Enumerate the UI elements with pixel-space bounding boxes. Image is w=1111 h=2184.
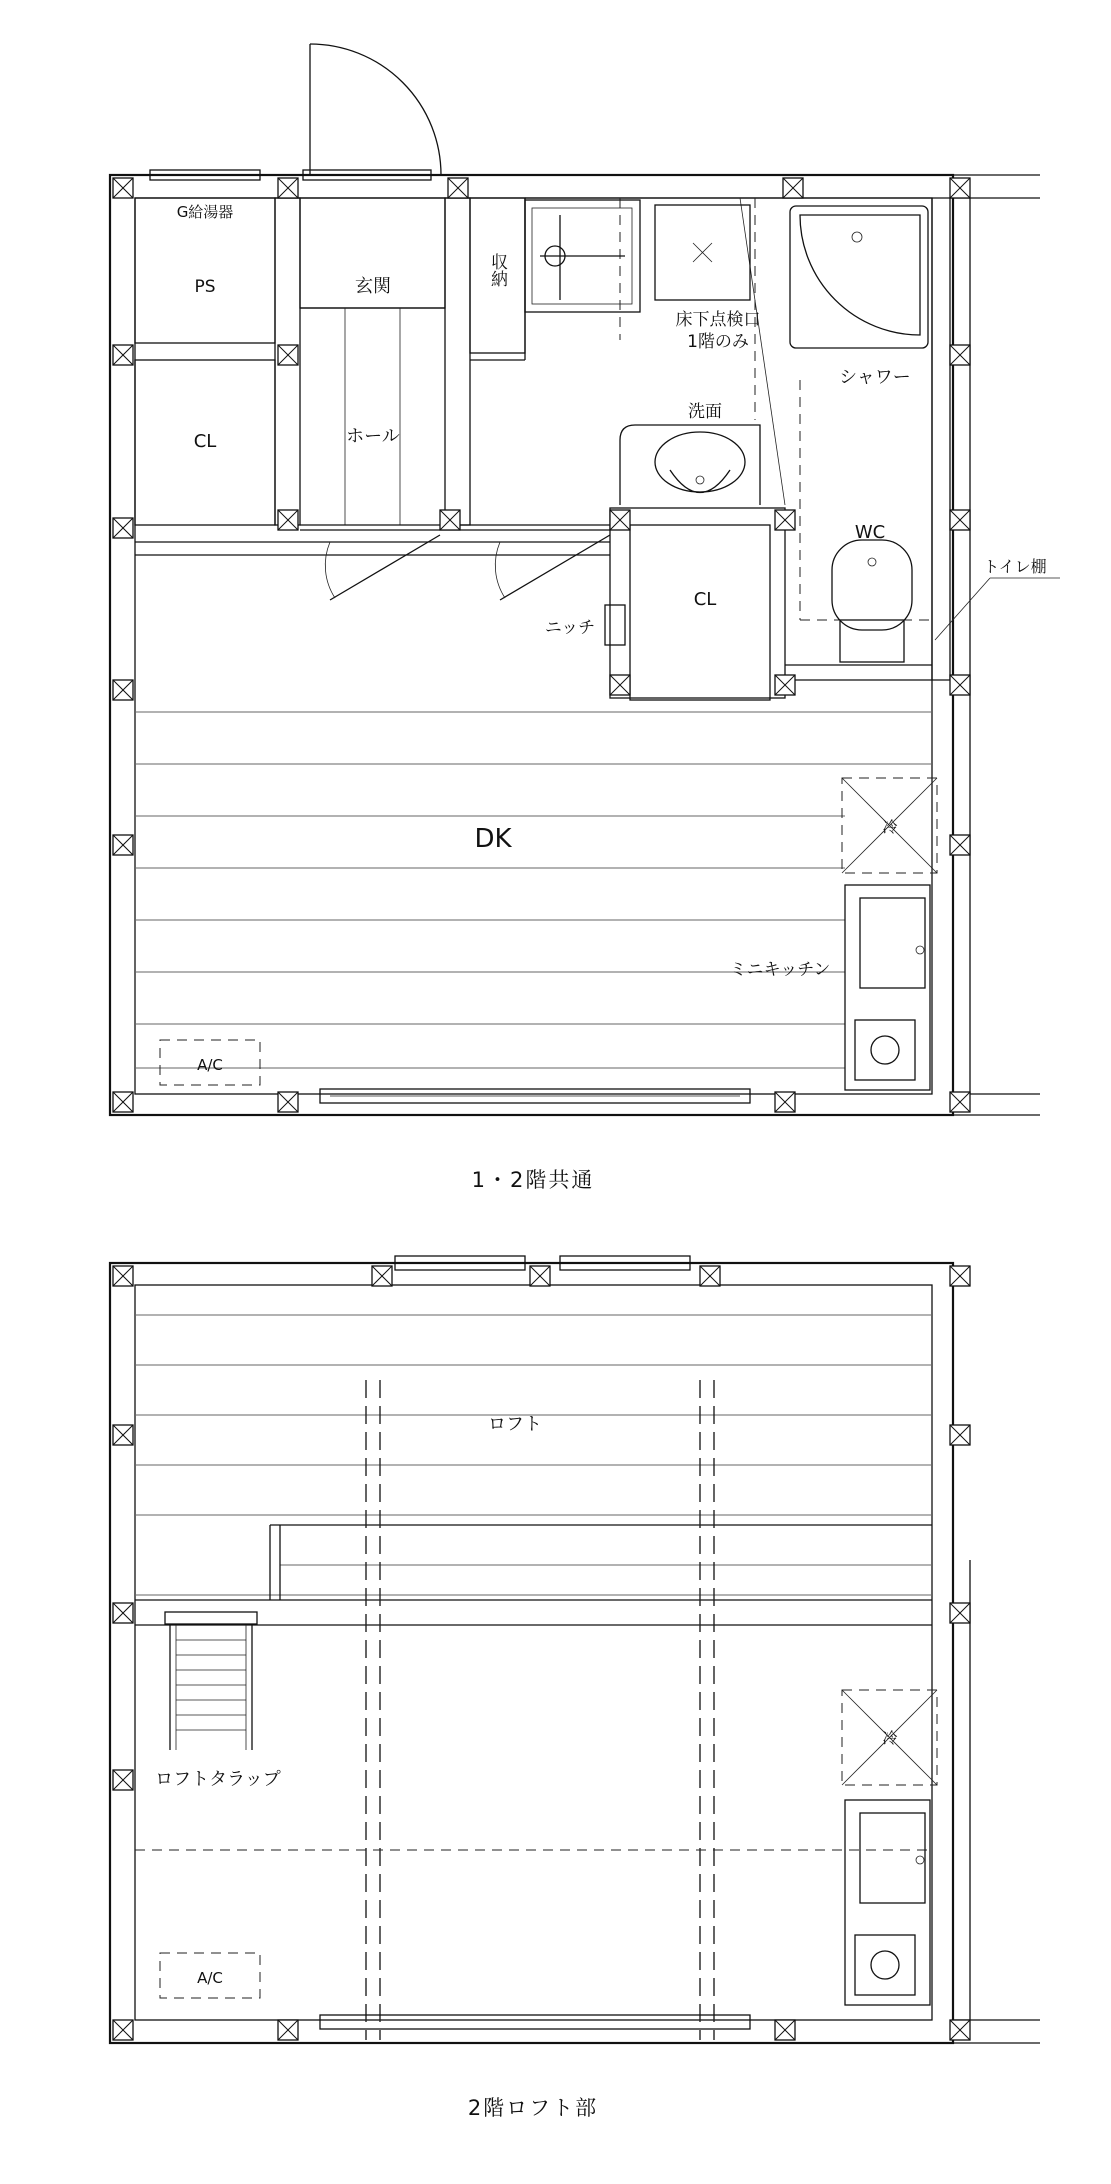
loft-bottom-window <box>320 2015 750 2029</box>
loft-labels <box>155 1414 897 1987</box>
loft-ladder <box>165 1612 257 1750</box>
label-genkan: 玄関 <box>355 276 391 297</box>
dk-floor-planks <box>135 712 932 1068</box>
inspection-hatch <box>655 205 750 300</box>
label-water-heater: G給湯器 <box>176 203 234 221</box>
loft-columns <box>113 1266 970 2040</box>
caption-loft: 2階ロフト部 <box>467 2096 599 2120</box>
label-fridge-loft: 冷 <box>882 1729 898 1747</box>
floor1-plan <box>110 44 1060 1192</box>
label-dk: DK <box>474 824 512 854</box>
loft-outer-walls <box>110 1263 1040 2043</box>
washbasin-bowl <box>655 432 745 493</box>
label-loft: ロフト <box>488 1414 542 1435</box>
loft-edge <box>135 1525 932 1625</box>
label-inspection-2: 1階のみ <box>687 332 749 352</box>
label-fridge-floor1: 冷 <box>882 818 898 836</box>
label-wc: WC <box>854 522 886 543</box>
mini-kitchen-unit <box>845 885 930 1090</box>
label-storage: 収納 <box>487 253 507 287</box>
label-ac-loft: A/C <box>197 1969 223 1987</box>
label-inspection-1: 床下点検口 <box>675 310 761 330</box>
label-cl-center: CL <box>693 589 717 610</box>
shower-tray <box>790 206 928 348</box>
label-washbasin: 洗面 <box>688 402 722 422</box>
label-cl-left: CL <box>193 431 217 452</box>
mini-kitchen-loft <box>845 1800 930 2005</box>
label-shower: シャワー <box>839 367 911 388</box>
label-ps: PS <box>194 277 216 297</box>
entrance-door <box>303 44 441 180</box>
label-ac-floor1: A/C <box>197 1056 223 1074</box>
label-mini-kitchen: ミニキッチン <box>729 960 831 980</box>
label-hall: ホール <box>346 426 400 447</box>
loft-plan <box>110 1256 1040 2120</box>
loft-floor-planks <box>135 1315 932 1595</box>
floor1-outer-walls <box>110 175 1040 1115</box>
label-toilet-shelf: トイレ棚 <box>983 557 1047 576</box>
label-ladder: ロフトタラップ <box>155 1769 281 1790</box>
loft-beams <box>135 1380 932 2040</box>
label-niche: ニッチ <box>544 618 596 638</box>
utility-sink <box>525 200 640 312</box>
caption-floor1: 1・2階共通 <box>471 1168 595 1192</box>
toilet <box>832 540 912 662</box>
